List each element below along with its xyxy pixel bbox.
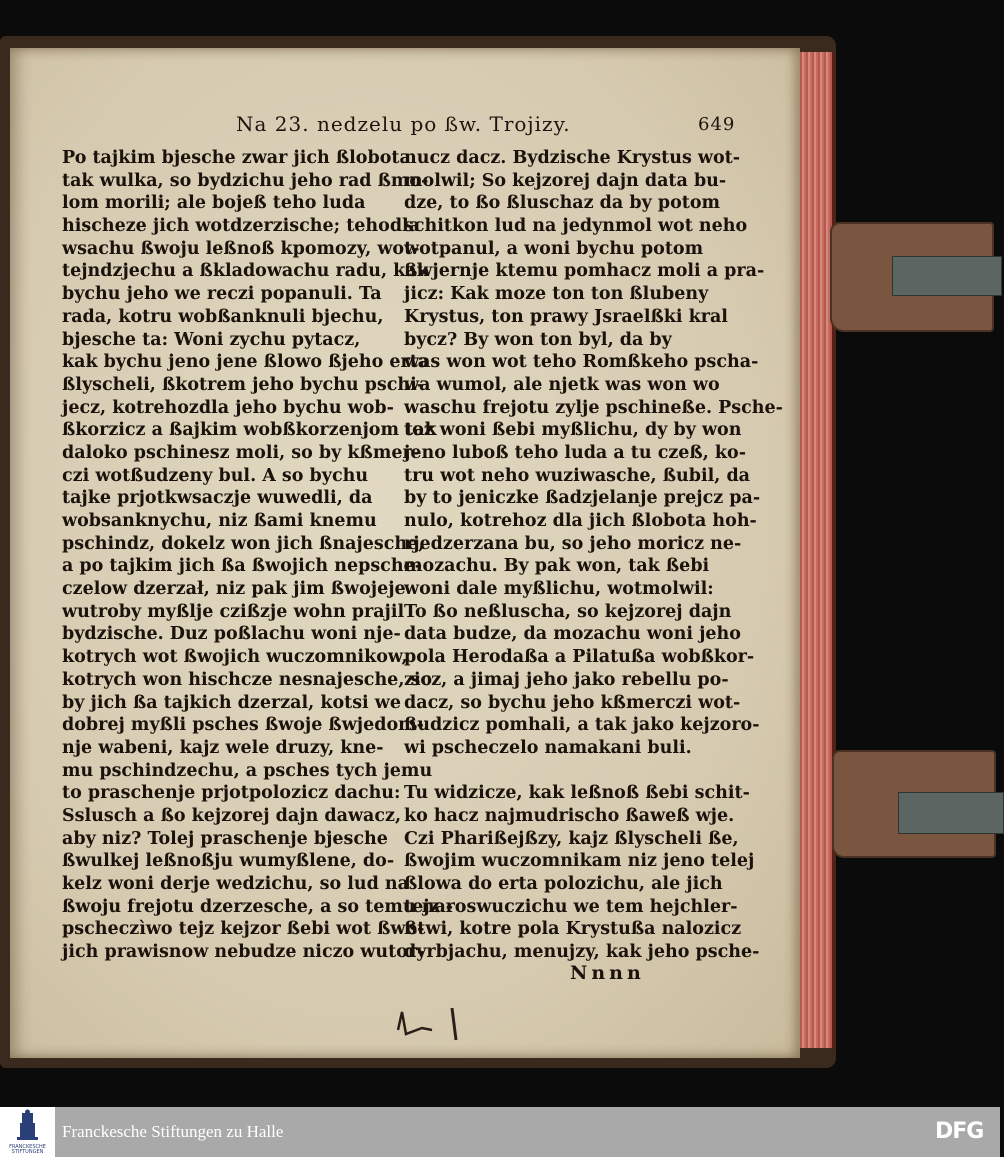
text-line: hischeze jich wotdzerzische; tehodla (62, 216, 421, 237)
text-line: kak bychu jeno jene ßlowo ßjeho erta (62, 352, 430, 373)
text-line: data budze, da mozachu woni jeho (404, 624, 741, 645)
text-line: wa wumol, ale njetk was won wo (404, 374, 720, 395)
upper-clasp-metal (892, 256, 1002, 296)
text-line: woni dale myßlichu, wotmolwil: (404, 579, 714, 600)
text-line: nulo, kotrehoz dla jich ßlobota hoh- (404, 511, 757, 531)
text-line: aby niz? Tolej praschenje bjesche (62, 828, 388, 849)
signature-mark: Nnnn (570, 962, 645, 984)
text-line (404, 760, 734, 783)
text-line: dze, to ßo ßluschaz da by potom (404, 193, 721, 214)
franckesche-stiftungen-logo[interactable] (0, 1107, 55, 1157)
text-line: Czi Pharißejßzy, kajz ßlyscheli ße, (404, 828, 739, 849)
text-line: nje wabeni, kajz wele druzy, kne- (62, 737, 384, 758)
text-line: pscheczìwo tejz kejzor ßebi wot ßwo- (62, 919, 425, 940)
text-line: kotrych won hischcze nesnajesche, so (62, 669, 433, 690)
text-line: dacz, so bychu jeho kßmerczi wot- (404, 692, 741, 713)
text-line: czelow dzerzał, niz pak jim ßwojeje (62, 579, 406, 600)
lower-clasp-metal (898, 792, 1004, 834)
right-text-column (404, 147, 783, 964)
text-line: ßwoju frejotu dzerzesche, a so temu na- (62, 896, 454, 917)
text-line: kotrych wot ßwojich wuczomnikow, (62, 647, 408, 668)
logo-text: FRANCKESCHE STIFTUNGEN (9, 1144, 46, 1155)
text-line: To ßo neßluscha, so kejzorej dajn (404, 601, 732, 622)
text-line: bychu jeho we reczi popanuli. Ta (62, 284, 382, 305)
text-line: daloko pschinesz moli, so by kßmer- (62, 442, 419, 463)
text-line: tru wot neho wuziwasche, ßubil, da (404, 465, 751, 486)
text-line: rada, kotru wobßanknuli bjechu, (62, 306, 384, 327)
dfg-logo-icon[interactable]: DFG (935, 1119, 984, 1144)
text-line: was won wot teho Romßkeho pscha- (404, 352, 759, 373)
text-line: a po tajkim jich ßa ßwojich nepsche- (62, 556, 422, 577)
text-line: jicz: Kak moze ton ton ßlubeny (404, 284, 709, 305)
text-line: by to jeniczke ßadzjelanje prejcz pa- (404, 488, 761, 509)
page-fore-edge (800, 52, 835, 1048)
text-line: czi wotßudzeny bul. A so bychu (62, 465, 369, 486)
franckesche-stiftungen-logo-icon (0, 1107, 55, 1145)
text-line: ßtwi, kotre pola Krystußa nalozicz (404, 919, 742, 940)
text-line: ko hacz najmudrischo ßaweß wje. (404, 805, 735, 826)
running-head-title: Na 23. nedzelu po ßw. Trojizy. (236, 112, 571, 136)
text-line: bjesche ta: Woni zychu pytacz, (62, 329, 361, 350)
lower-clasp (832, 750, 996, 858)
pencil-scribble-icon (392, 1000, 482, 1044)
text-line: bycz? By won ton byl, da by (404, 329, 672, 350)
text-line: schitkon lud na jedynmol wot neho (404, 216, 748, 237)
text-line: ßwulkej leßnoßju wumyßlene, do- (62, 851, 395, 872)
text-line: waschu frejotu zylje pschineße. Psche- (404, 397, 783, 418)
text-line: jeno luboß teho luda a tu czeß, ko- (404, 442, 746, 463)
text-line: ßudzicz pomhali, a tak jako kejzoro- (404, 715, 760, 736)
text-line: bydzische. Duz poßlachu woni nje- (62, 624, 401, 645)
text-line: ßwojim wuczomnikam niz jeno telej (404, 851, 755, 872)
text-line: jecz, kotrehozdla jeho bychu wob- (62, 397, 394, 418)
text-line: wsachu ßwoju leßnoß kpomozy, wot- (62, 238, 420, 259)
text-line: mozachu. By pak won, tak ßebi (404, 556, 710, 577)
text-line: wotpanul, a woni bychu potom (404, 238, 704, 259)
text-line: to praschenje prjotpolozicz dachu: (62, 783, 401, 804)
text-line: tejz roswuczichu we tem hejchler- (404, 896, 738, 917)
page-number: 649 (698, 114, 736, 135)
text-line: Po tajkim bjesche zwar jich ßlobota (62, 148, 411, 168)
text-line: tejndzjechu a ßkladowachu radu, kak (62, 261, 429, 282)
text-line: Krystus, ton prawy Jsraelßki kral (404, 306, 728, 327)
text-line: ßlyscheli, ßkotrem jeho bychu pschi- (62, 374, 425, 395)
text-line: toz woni ßebi myßlichu, dy by won (404, 420, 742, 441)
text-line: lom morili; ale bojeß teho luda (62, 193, 366, 214)
text-line: ßlowa do erta polozichu, ale jich (404, 874, 723, 894)
text-line: ßwjernje ktemu pomhacz moli a pra- (404, 261, 765, 282)
upper-clasp (830, 222, 994, 332)
text-line: ßkorzicz a ßajkim wobßkorzenjom tak (62, 420, 437, 441)
text-line: molwil; So kejzorej dajn data bu- (404, 170, 727, 191)
text-line: tak wulka, so bydzichu jeho rad ßmo- (62, 170, 429, 191)
text-line: wutroby myßlje czißzje wohn prajil (62, 601, 405, 622)
text-line: wi pscheczelo namakani buli. (404, 737, 692, 758)
institution-name: Franckesche Stiftungen zu Halle (62, 1122, 284, 1141)
text-line: tajke prjotkwsaczje wuwedli, da (62, 488, 373, 509)
text-line: nucz dacz. Bydzische Krystus wot- (404, 148, 741, 168)
text-line: kelz woni derje wedzichu, so lud na (62, 874, 409, 894)
text-line: mu pschindzechu, a psches tych jemu (62, 760, 433, 781)
text-line: wobsanknychu, niz ßami knemu (62, 511, 377, 531)
footer-bar (0, 1107, 1000, 1157)
text-line: zicz, a jimaj jeho jako rebellu po- (404, 669, 729, 690)
text-line: by jich ßa tajkich dzerzal, kotsi we (62, 692, 401, 713)
text-line: pschindz, dokelz won jich ßnajesche, (62, 533, 425, 554)
text-line: dobrej myßli psches ßwoje ßwjedom- (62, 715, 424, 736)
text-line: pola Herodaßa a Pilatußa wobßkor- (404, 647, 755, 668)
text-line: Tu widzicze, kak leßnoß ßebi schit- (404, 783, 750, 804)
text-line: Sslusch a ßo kejzorej dajn dawacz, (62, 805, 402, 826)
text-line: rjedzerzana bu, so jeho moricz ne- (404, 533, 742, 554)
running-head (230, 106, 750, 140)
text-line: jich prawisnow nebudze niczo wutor- (62, 942, 425, 963)
text-line: dyrbjachu, menujzy, kak jeho psche- (404, 942, 760, 963)
left-text-column (62, 147, 454, 964)
